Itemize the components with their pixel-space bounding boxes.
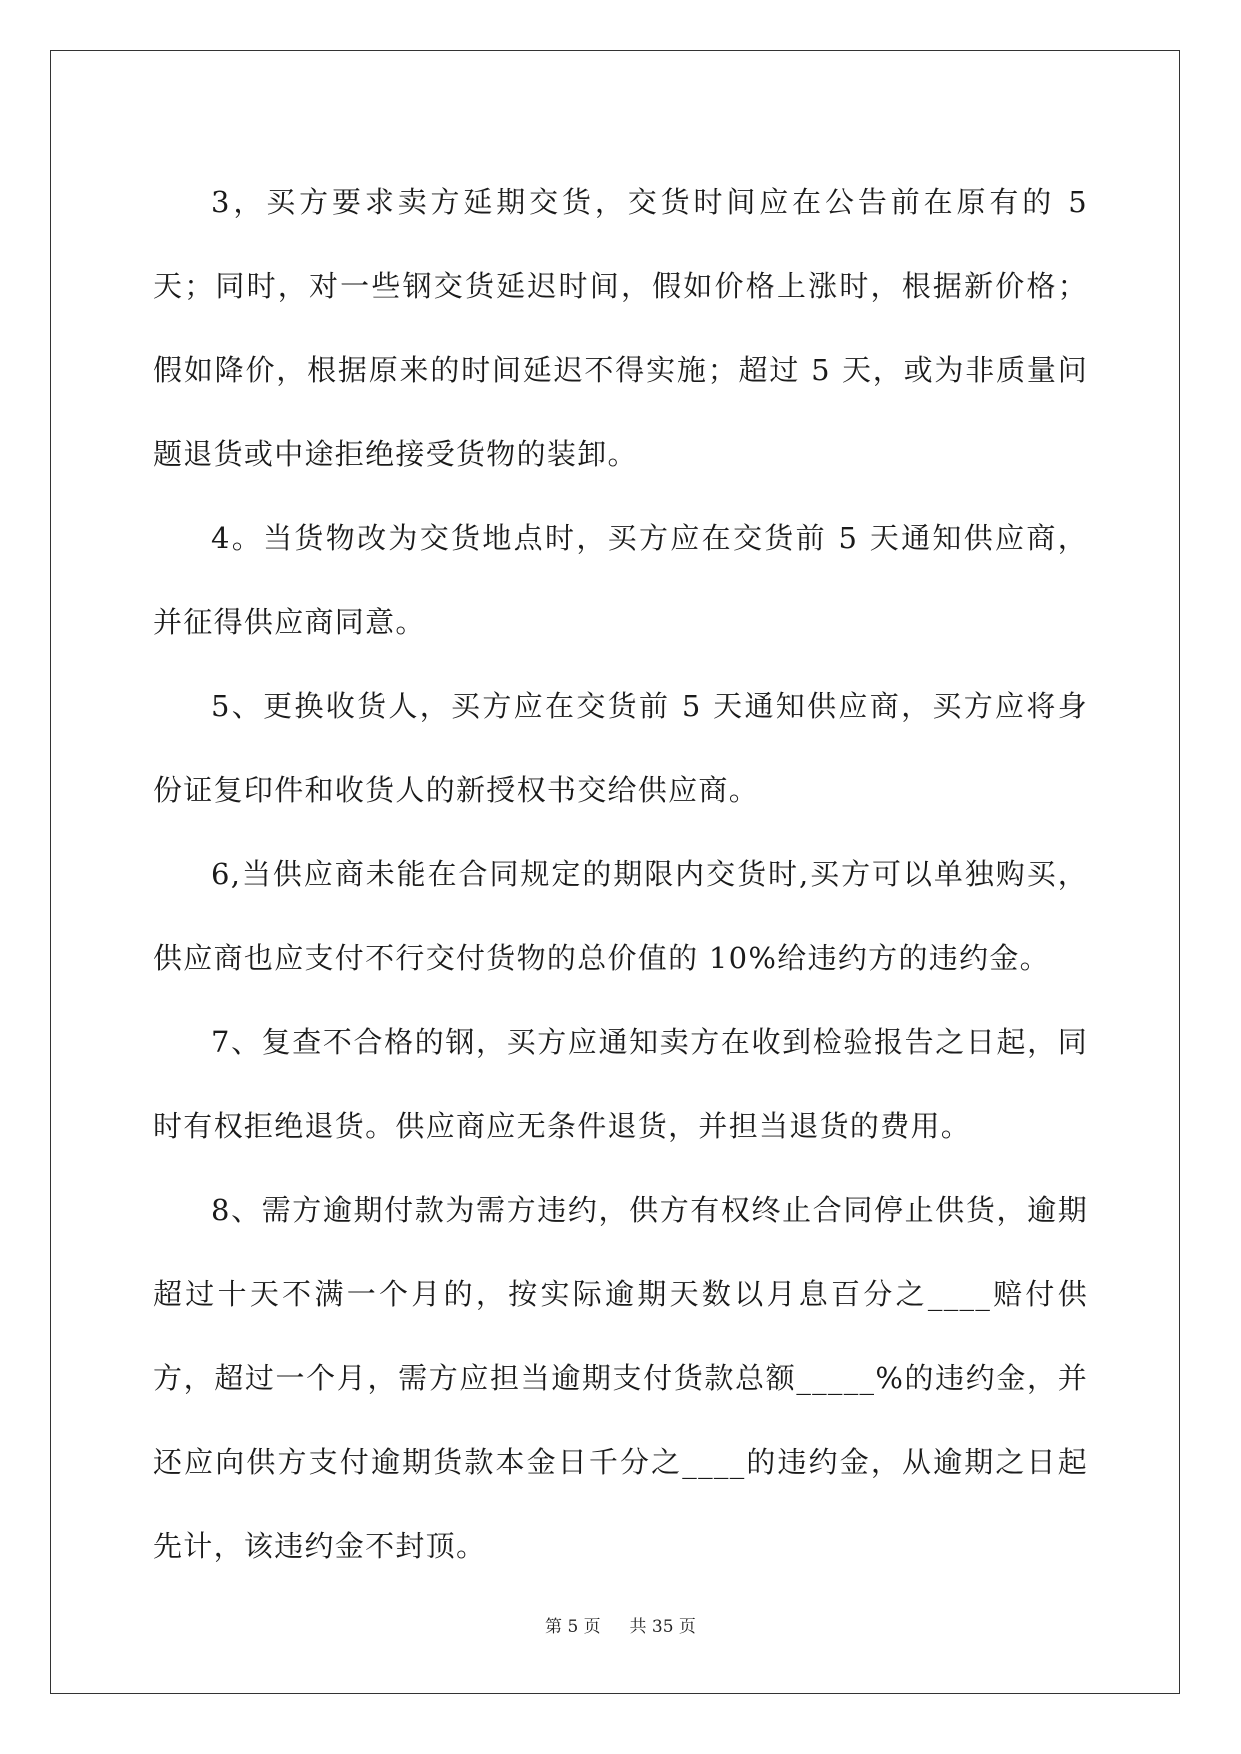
page-footer <box>0 1612 1241 1637</box>
page-number: 第 5 页 <box>545 1617 601 1637</box>
page-total: 共 35 页 <box>629 1617 696 1637</box>
paragraph-clause-3: 3，买方要求卖方延期交货，交货时间应在公告前在原有的 5 天；同时，对一些钢交货延迟时间，假如价格上涨时，根据新价格；假如降价，根据原来的时间延迟不得实施；超过 5 天，或为非质量问题退货或中途拒绝接受货物的装卸。 <box>153 185 1088 471</box>
paragraph-clause-4: 4。当货物改为交货地点时，买方应在交货前 5 天通知供应商，并征得供应商同意。 <box>153 521 1088 639</box>
document-body <box>153 160 1088 1588</box>
paragraph-clause-7: 7、复查不合格的钢，买方应通知卖方在收到检验报告之日起，同时有权拒绝退货。供应商应无条件退货，并担当退货的费用。 <box>153 1025 1088 1143</box>
paragraph-clause-8: 8、需方逾期付款为需方违约，供方有权终止合同停止供货，逾期超过十天不满一个月的，按实际逾期天数以月息百分之____赔付供方，超过一个月，需方应担当逾期支付货款总额_____%的违约金，并还应向供方支付逾期货款本金日千分之____的违约金，从逾期之日起先计，该违约金不封顶。 <box>153 1193 1088 1563</box>
paragraph-clause-6: 6,当供应商未能在合同规定的期限内交货时,买方可以单独购买，供应商也应支付不行交付货物的总价值的 10%给违约方的违约金。 <box>153 857 1088 975</box>
paragraph-clause-5: 5、更换收货人，买方应在交货前 5 天通知供应商，买方应将身份证复印件和收货人的新授权书交给供应商。 <box>153 689 1088 807</box>
